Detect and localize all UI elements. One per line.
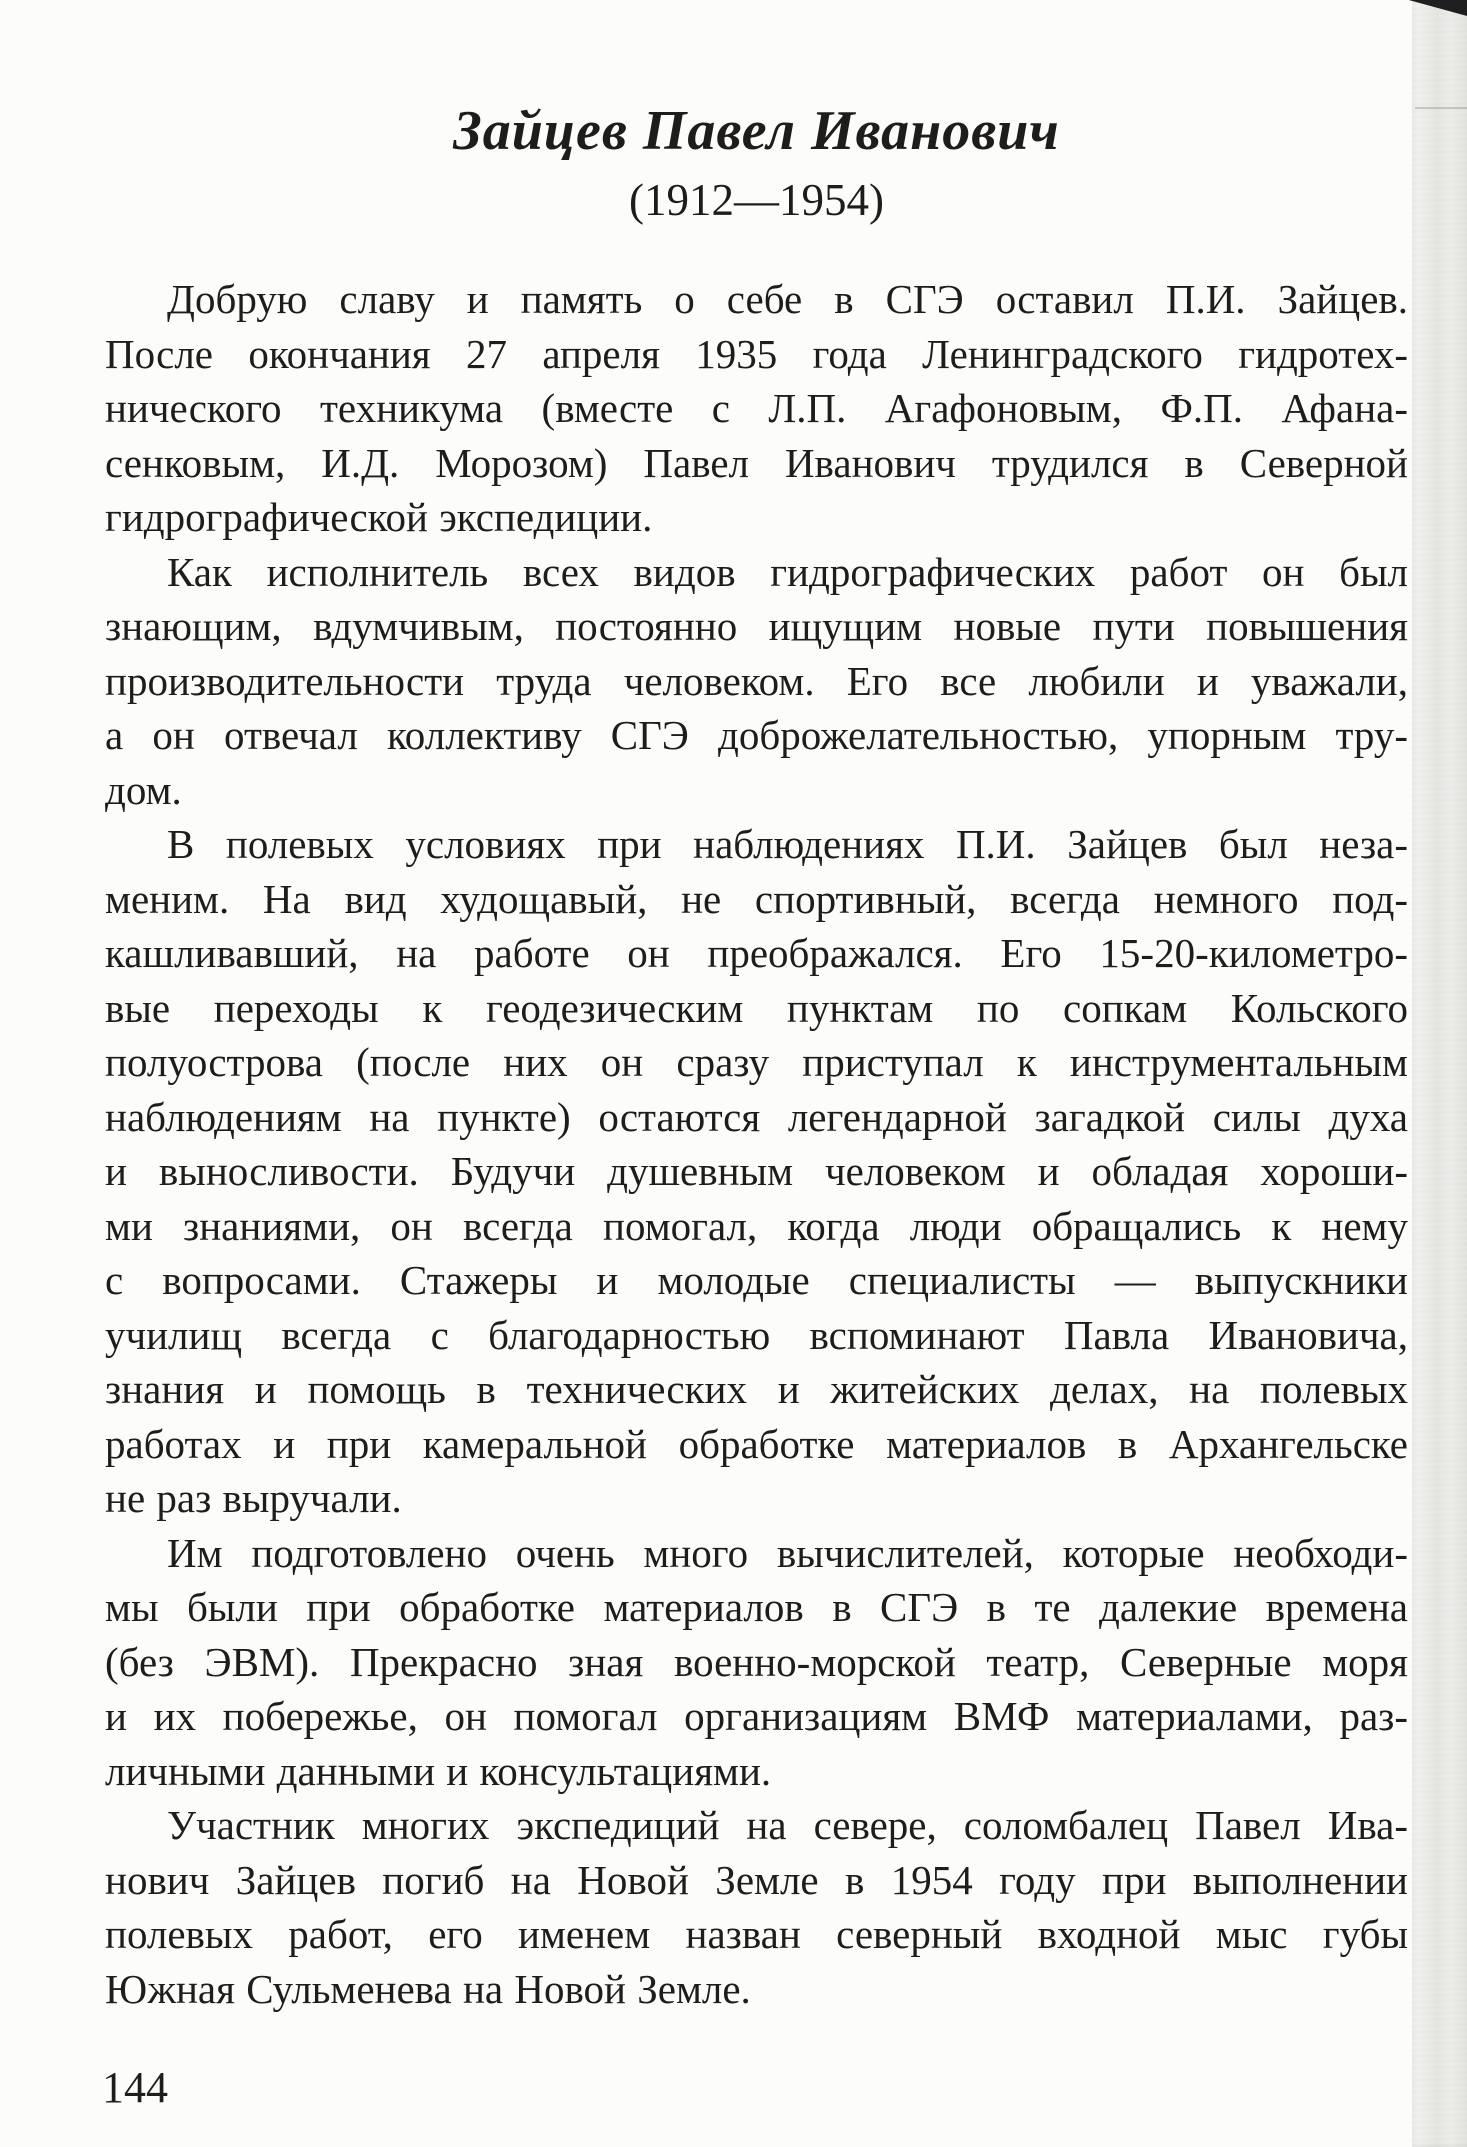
text-line: меним. На вид худощавый, не спортивный, всегда немного под- [105,875,1408,922]
text-line: После окончания 27 апреля 1935 года Ленинградского гидротех- [105,330,1408,377]
text-line: знающим, вдумчивым, постоянно ищущим новые пути повышения [105,603,1408,649]
paragraph [105,545,1408,818]
text-line: полуострова (после них он сразу приступал к инструментальным [105,1039,1408,1085]
text-line: нович Зайцев погиб на Новой Земле в 1954 году при выполнении [105,1856,1408,1903]
page-title: Зайцев Павел Иванович [453,100,1060,162]
text-line: вые переходы к геодезическим пунктам по сопкам Кольского [105,984,1408,1031]
text-line: знания и помощь в технических и житейских делах, на полевых [105,1366,1408,1412]
text-line: а он отвечал коллективу СГЭ доброжелательностью, упорным тру- [105,712,1408,758]
text-line: не раз выручали. [105,1475,402,1521]
text-line: наблюдениям на пункте) остаются легендарной загадкой силы духа [105,1093,1408,1140]
paper-grain-texture [1412,0,1467,2147]
text-line: Участник многих экспедиций на севере, соломбалец Павел Ива- [167,1802,1408,1848]
paragraph [105,1526,1408,1799]
text-line: Южная Сульменева на Новой Земле. [105,1965,751,2012]
text-line: нического техникума (вместе с Л.П. Агафоновым, Ф.П. Афана- [105,385,1408,431]
text-line: Как исполнитель всех видов гидрографических работ он был [167,548,1408,595]
text-line: В полевых условиях при наблюдениях П.И. Зайцев был неза- [167,821,1408,867]
text-line: училищ всегда с благодарностью вспоминают Павла Ивановича, [105,1311,1408,1358]
paragraph [105,272,1408,545]
paragraph [105,817,1408,1526]
date-range: (1912—1954) [629,175,884,225]
text-line: гидрографической экспедиции. [105,494,653,540]
text-line: личными данными и консультациями. [105,1747,772,1794]
text-line: работах и при камеральной обработке материалов в Архангельске [105,1420,1408,1467]
page-edge-shadow [1412,0,1467,2147]
text-line: полевых работ, его именем назван северный входной мыс губы [105,1911,1408,1957]
page-number: 144 [102,2063,168,2112]
text-line: с вопросами. Стажеры и молодые специалисты — выпускники [105,1257,1408,1303]
text-line: дом. [105,766,182,813]
text-line: и их побережье, он помогал организациям ВМФ материалами, раз- [105,1693,1408,1739]
text-line: сенковым, И.Д. Морозом) Павел Иванович трудился в Северной [105,439,1408,486]
text-line: (без ЭВМ). Прекрасно зная военно-морской театр, Северные моря [105,1638,1408,1685]
text-line: ми знаниями, он всегда помогал, когда люди обращались к нему [105,1202,1408,1249]
text-line: Им подготовлено очень много вычислителей, которые необходи- [167,1529,1408,1576]
body-text [105,272,1408,2016]
text-line: и выносливости. Будучи душевным человеком и обладая хороши- [105,1148,1408,1194]
text-line: Добрую славу и память о себе в СГЭ оставил П.И. Зайцев. [167,276,1408,322]
text-line: мы были при обработке материалов в СГЭ в те далекие времена [105,1584,1408,1630]
paragraph [105,1798,1408,2016]
text-line: кашливавший, на работе он преображался. Его 15-20-километро- [105,930,1408,976]
text-column [105,0,1408,2147]
text-line: производительности труда человеком. Его все любили и уважали, [105,657,1408,704]
page-edge-line [1415,107,1467,109]
